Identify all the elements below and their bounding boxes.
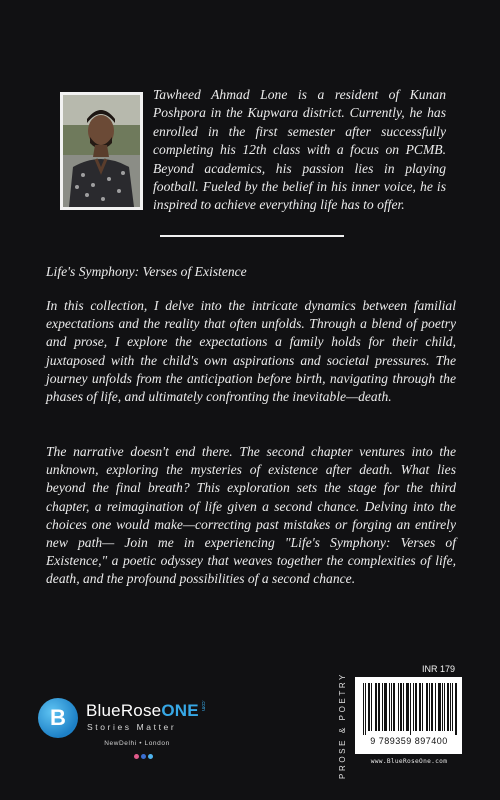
publisher-name-part1: BlueRose xyxy=(86,701,162,720)
instagram-icon xyxy=(134,754,139,759)
facebook-icon xyxy=(141,754,146,759)
publisher-name-part2: ONE xyxy=(161,701,199,720)
publisher-website: www.BlueRoseOne.com xyxy=(370,758,448,765)
author-portrait-icon xyxy=(63,95,140,207)
isbn-number: 9 789359 897400 xyxy=(370,736,448,746)
blurb-paragraph-1: In this collection, I delve into the intricate dynamics between familial expectations and the reality that often unfolds. Through a blend of poetry and prose, I explore the expectations a family holds for their child, juxtaposed with the child's own aspirations and societal pressures. The journey unfolds from the anticipation before birth, navigating through the phases of life, and ultimately confronting the inevitable—death. xyxy=(46,298,456,405)
publisher-cities: NewDelhi • London xyxy=(104,740,170,747)
book-title: Life's Symphony: Verses of Existence xyxy=(46,264,247,279)
genre-label xyxy=(335,671,349,779)
publisher-tagline: Stories Matter xyxy=(87,722,177,732)
publisher-name xyxy=(86,701,199,721)
barcode-icon xyxy=(363,683,457,735)
publisher-circle-icon xyxy=(38,698,78,738)
publisher-logo xyxy=(38,690,228,770)
publisher-dotcom: .com xyxy=(200,700,206,711)
blurb-paragraph-2: The narrative doesn't end there. The second chapter ventures into the unknown, exploring the mysteries of existence after death. What lies beyond the final breath? This exploration sets the stage for the third chapter, a reimagination of life given a second chance. Delving into the choices one would make—correcting past mistakes or forging an entirely new path— Join me in experiencing "Life's Symphony: Verses of Existence," a poetic odyssey that weaves together the complexities of life, death, and the profound possibilities of a second chance. xyxy=(46,444,456,587)
divider-rule xyxy=(160,235,344,237)
author-bio: Tawheed Ahmad Lone is a resident of Kunan Poshpora in the Kupwara district. Currently, he has enrolled in the first semester after successfully completing his 12th class with a focus on PCMB. Beyond academics, his passion lies in playing football. Fueled by the belief in his inner voice, he is inspired to achieve everything life has to offer. xyxy=(153,87,446,213)
price-label: INR 179 xyxy=(422,664,456,674)
social-icons xyxy=(134,754,153,759)
author-photo xyxy=(60,92,143,210)
genre-text: PROSE & POETRY xyxy=(337,671,347,779)
publisher-logo-letter: B xyxy=(50,705,66,730)
isbn-barcode xyxy=(355,677,462,754)
twitter-icon xyxy=(148,754,153,759)
